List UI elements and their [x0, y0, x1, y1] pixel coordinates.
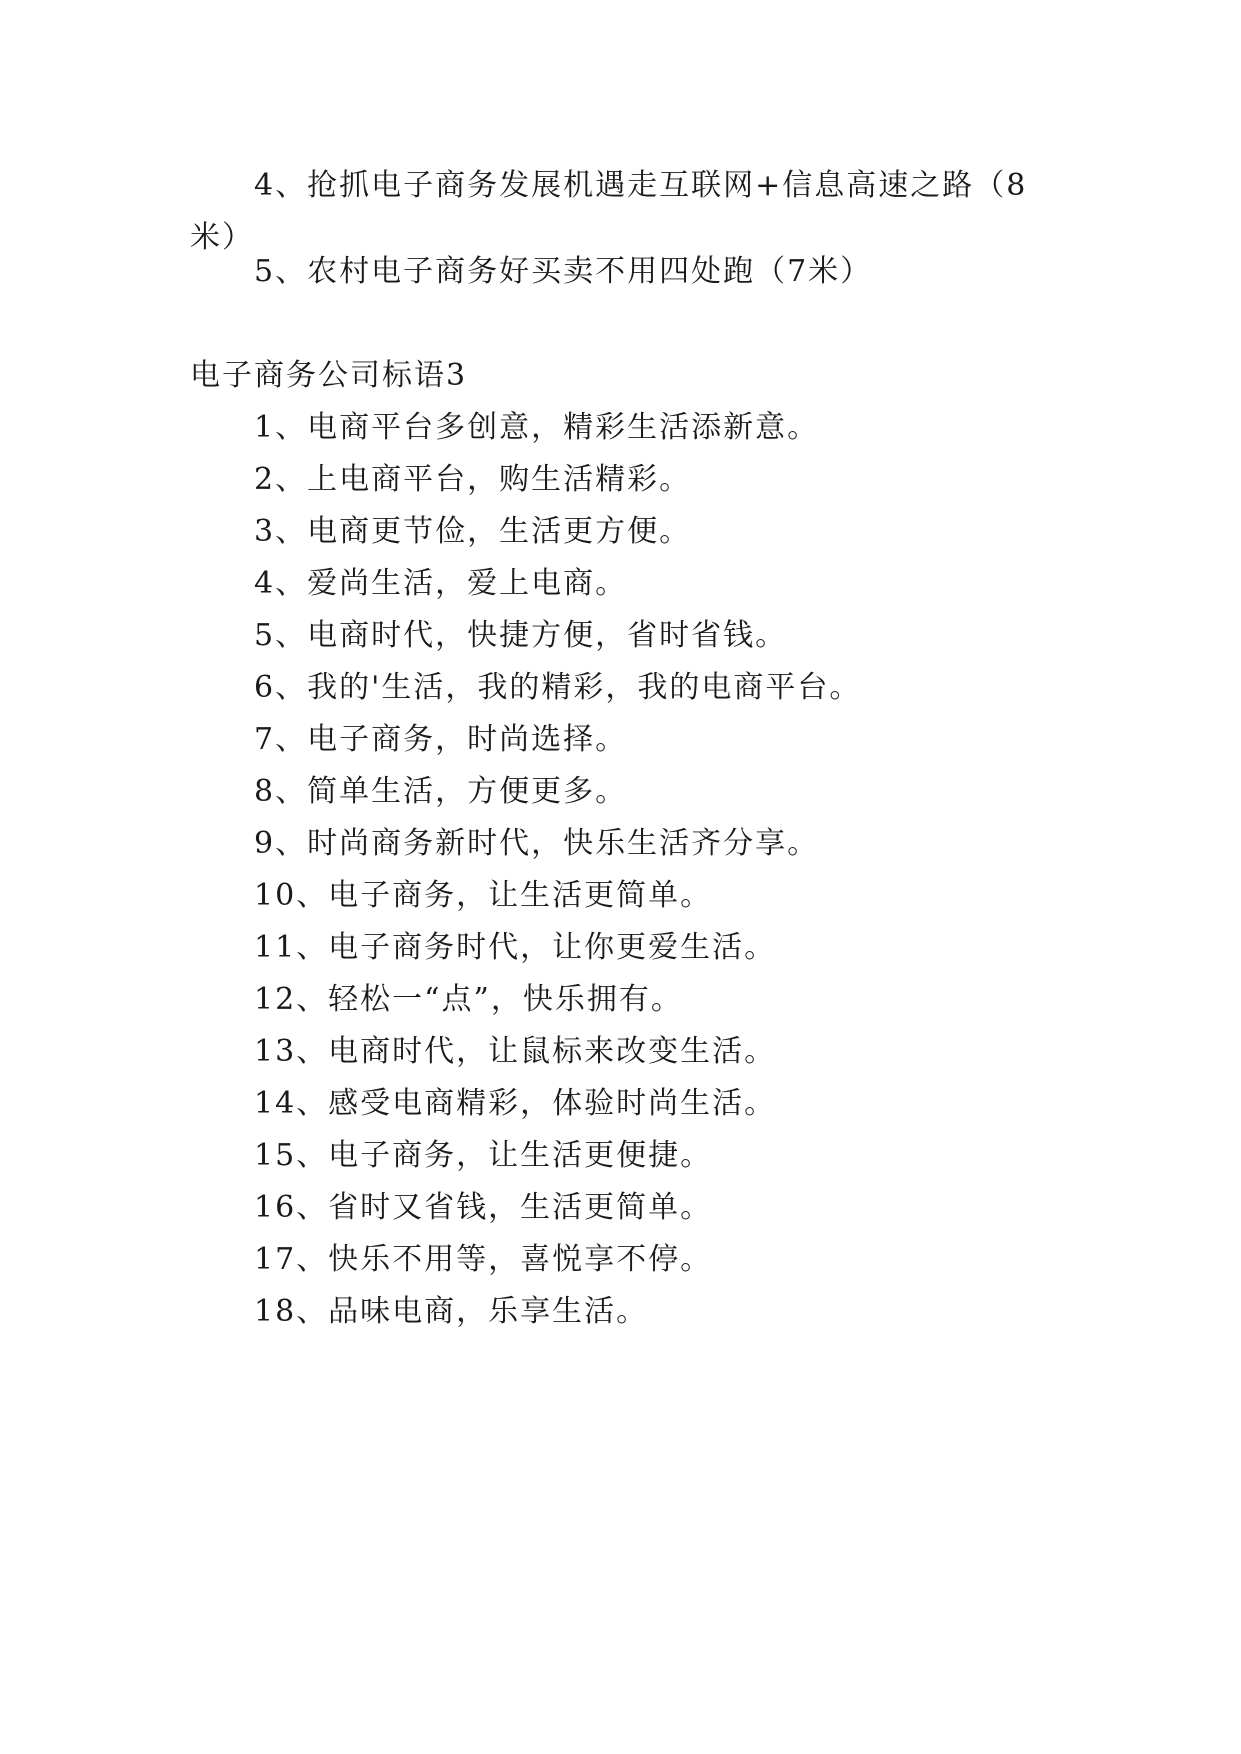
slogan-item-4: 4、爱尚生活，爱上电商。 [254, 566, 628, 601]
slogan-item-10: 10、电子商务，让生活更简单。 [254, 878, 713, 913]
slogan-item-14: 14、感受电商精彩，体验时尚生活。 [254, 1086, 777, 1121]
slogan-item-5: 5、电商时代，快捷方便，省时省钱。 [254, 618, 788, 653]
slogan-item-6: 6、我的'生活，我的精彩，我的电商平台。 [254, 670, 862, 705]
slogan-item-16: 16、省时又省钱，生活更简单。 [254, 1190, 713, 1225]
slogan-item-12: 12、轻松一“点”，快乐拥有。 [254, 982, 683, 1017]
slogan-item-9: 9、时尚商务新时代，快乐生活齐分享。 [254, 826, 820, 861]
slogan-item-8: 8、简单生活，方便更多。 [254, 774, 628, 809]
slogan-item-17: 17、快乐不用等，喜悦享不停。 [254, 1242, 713, 1277]
prev-item-5: 5、农村电子商务好买卖不用四处跑（7米） [254, 254, 873, 289]
slogan-item-3: 3、电商更节俭，生活更方便。 [254, 514, 692, 549]
slogan-item-2: 2、上电商平台，购生活精彩。 [254, 462, 692, 497]
section-heading: 电子商务公司标语3 [190, 358, 468, 393]
slogan-item-13: 13、电商时代，让鼠标来改变生活。 [254, 1034, 777, 1069]
slogan-item-15: 15、电子商务，让生活更便捷。 [254, 1138, 713, 1173]
slogan-item-1: 1、电商平台多创意，精彩生活添新意。 [254, 410, 820, 445]
prev-item-4: 4、抢抓电子商务发展机遇走互联网+信息高速之路（8米） [190, 168, 1028, 255]
slogan-item-18: 18、品味电商，乐享生活。 [254, 1294, 649, 1329]
slogan-item-7: 7、电子商务，时尚选择。 [254, 722, 628, 757]
slogan-item-11: 11、电子商务时代，让你更爱生活。 [254, 930, 777, 965]
